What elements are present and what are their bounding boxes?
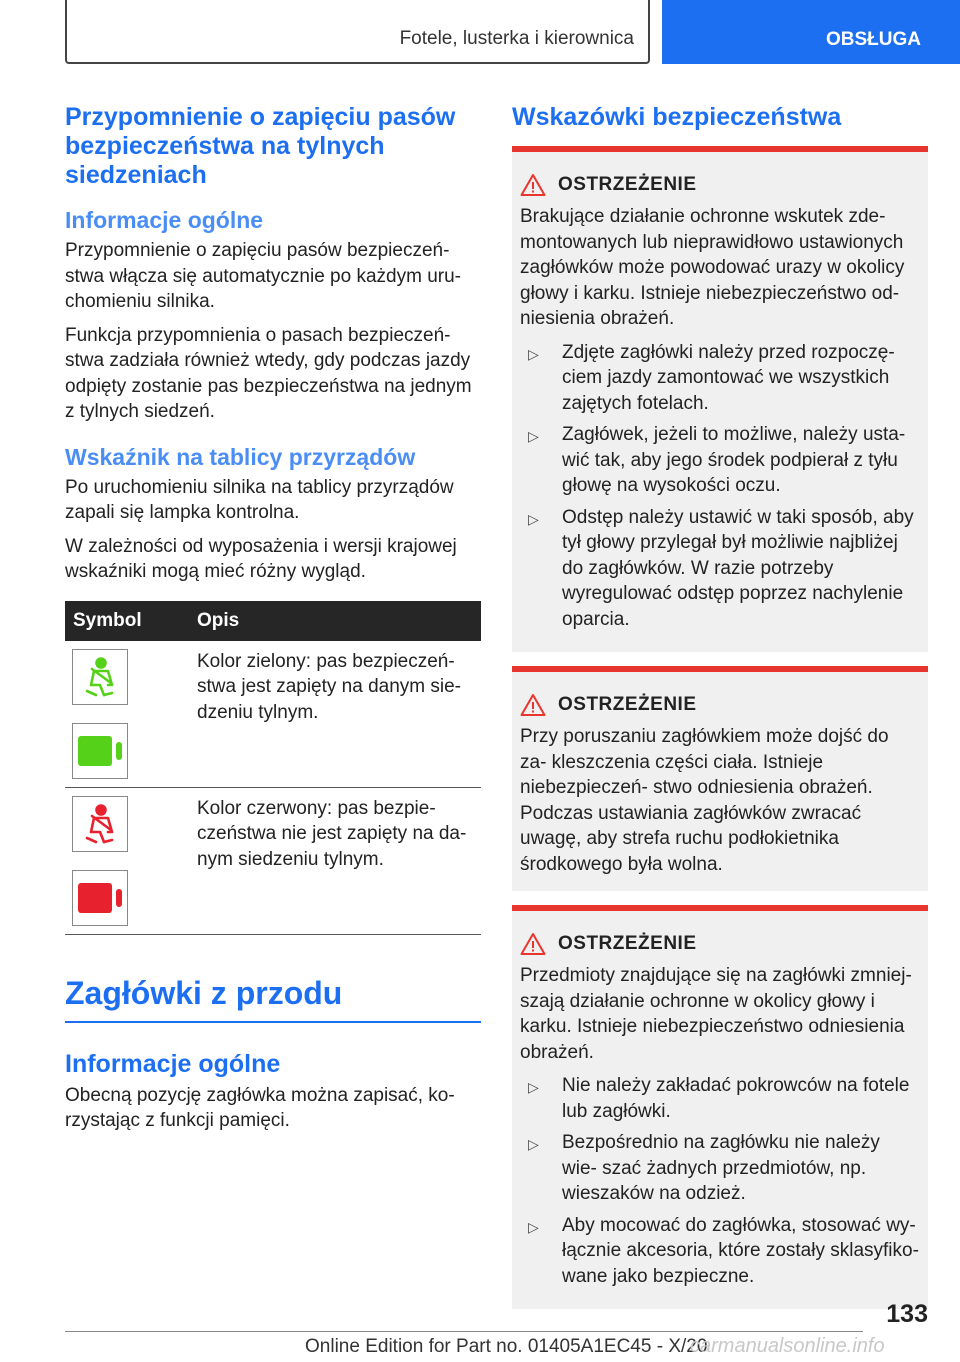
chapter-title: Fotele, lusterka i kierownica — [399, 28, 634, 49]
triangle-bullet-icon: ▷ — [528, 428, 539, 444]
list-item: ▷ Zdjęte zagłówki należy przed rozpoczę- ciem jazdy zamontować we wszystkich zajętych fotelach. — [520, 340, 920, 417]
list-item: ▷ Aby mocować do zagłówka, stosować wy- łącznie akcesoria, które zostały sklasyfiko- wane jako bezpieczne. — [520, 1213, 920, 1290]
page-number: 133 — [886, 1300, 928, 1328]
warning-triangle-icon — [520, 173, 546, 197]
description-cell: Kolor czerwony: pas bezpie- czeństwa nie jest zapięty na da- nym siedzeniu tylnym. — [189, 787, 481, 934]
left-column — [65, 103, 481, 1134]
section-heading-safety: Wskazówki bezpieczeństwa — [512, 103, 842, 131]
seat-indicator-icon — [72, 723, 128, 779]
warning-list — [520, 340, 920, 633]
table-header-row — [65, 601, 481, 641]
paragraph: Po uruchomieniu silnika na tablicy przyrządów zapali się lampka kontrolna. — [65, 476, 454, 523]
warning-list — [520, 1073, 920, 1289]
footer-divider — [65, 1331, 863, 1332]
watermark: carmanualsonline.info — [690, 1335, 885, 1357]
section-heading-rear-reminder: Przypomnienie o zapięciu pasów bezpieczeństwa na tylnych siedzeniach — [65, 103, 456, 189]
warning-title: OSTRZEŻENIE — [558, 174, 697, 195]
warning-title: OSTRZEŻENIE — [558, 694, 697, 715]
warning-text: Przedmioty znajdujące się na zagłówki zmniej- szają działanie ochronne w okolicy głowy i karku. Istnieje niebezpieczeństwo odniesienia obrażeń. — [520, 965, 912, 1063]
warning-box — [512, 666, 928, 891]
list-item: ▷ Bezpośrednio na zagłówku nie należy wie- szać żadnych przedmiotów, np. wieszaków na odzież. — [520, 1130, 920, 1207]
paragraph: Obecną pozycję zagłówka można zapisać, ko- rzystając z funkcji pamięci. — [65, 1084, 455, 1131]
warning-text: Brakujące działanie ochronne wskutek zde- montowanych lub nieprawidłowo ustawionych zagłówków może powodować urazy w okolicy głowy i karku. Istnieje niebezpieczeństwo od- niesienia obrażeń. — [520, 206, 905, 329]
footer-edition: Online Edition for Part no. 01405A1EC45 - X/20 — [305, 1336, 708, 1357]
seat-indicator-icon — [72, 870, 128, 926]
paragraph: W zależności od wyposażenia i wersji krajowej wskaźniki mogą mieć różny wygląd. — [65, 535, 457, 582]
subheading-indicator: Wskaźnik na tablicy przyrządów — [65, 443, 416, 470]
seatbelt-icon — [72, 649, 128, 705]
right-column — [512, 103, 928, 1309]
header-box — [65, 0, 650, 64]
warning-text: Przy poruszaniu zagłówkiem może dojść do za- kleszczenia części ciała. Istnieje niebezpieczeń- stwo odniesienia obrażeń. Podczas ustawiania zagłówków zwracać uwagę, aby strefa ruchu podłokietnika środkowego była wolna. — [520, 726, 889, 875]
section-heading-front-headrests: Zagłówki z przodu — [65, 973, 481, 1023]
warning-box — [512, 146, 928, 652]
triangle-bullet-icon: ▷ — [528, 1218, 539, 1235]
warning-triangle-icon — [520, 932, 546, 956]
subheading-general: Informacje ogólne — [65, 1049, 281, 1078]
table-row — [65, 787, 481, 934]
symbol-cell — [65, 641, 189, 788]
list-item: ▷ Odstęp należy ustawić w taki sposób, aby tył głowy przylegał był możliwie najbliżej do zagłówków. W razie potrzeby wyregulować odstęp poprzez nachylenie oparcia. — [520, 505, 920, 633]
warning-title: OSTRZEŻENIE — [558, 933, 697, 954]
seatbelt-icon — [72, 796, 128, 852]
paragraph: Funkcja przypomnienia o pasach bezpieczeń- stwa zadziała również wtedy, gdy podczas jazdy odpięty zostanie pas bezpieczeństwa na jednym z tylnych siedzeń. — [65, 324, 472, 422]
subheading-general: Informacje ogólne — [65, 207, 264, 233]
warning-triangle-icon — [520, 693, 546, 717]
warning-box — [512, 905, 928, 1309]
table-row — [65, 641, 481, 788]
list-item: ▷ Zagłówek, jeżeli to możliwe, należy usta- wić tak, aby jego środek podpierał z tyłu głowę na wysokości oczu. — [520, 422, 920, 499]
triangle-bullet-icon: ▷ — [528, 1136, 539, 1152]
triangle-bullet-icon: ▷ — [528, 1079, 539, 1095]
section-tab[interactable]: OBSŁUGA — [662, 0, 960, 64]
triangle-bullet-icon: ▷ — [528, 345, 539, 362]
paragraph: Przypomnienie o zapięciu pasów bezpieczeń- stwa włącza się automatycznie po każdym uru- chomieniu silnika. — [65, 240, 461, 312]
list-item: ▷ Nie należy zakładać pokrowców na fotele lub zagłówki. — [520, 1073, 920, 1124]
symbol-cell — [65, 787, 189, 934]
table-header-description: Opis — [189, 601, 481, 641]
description-cell: Kolor zielony: pas bezpieczeń- stwa jest zapięty na danym sie- dzeniu tylnym. — [189, 641, 481, 788]
table-header-symbol: Symbol — [65, 601, 189, 641]
triangle-bullet-icon: ▷ — [528, 510, 539, 527]
symbol-table — [65, 601, 481, 935]
